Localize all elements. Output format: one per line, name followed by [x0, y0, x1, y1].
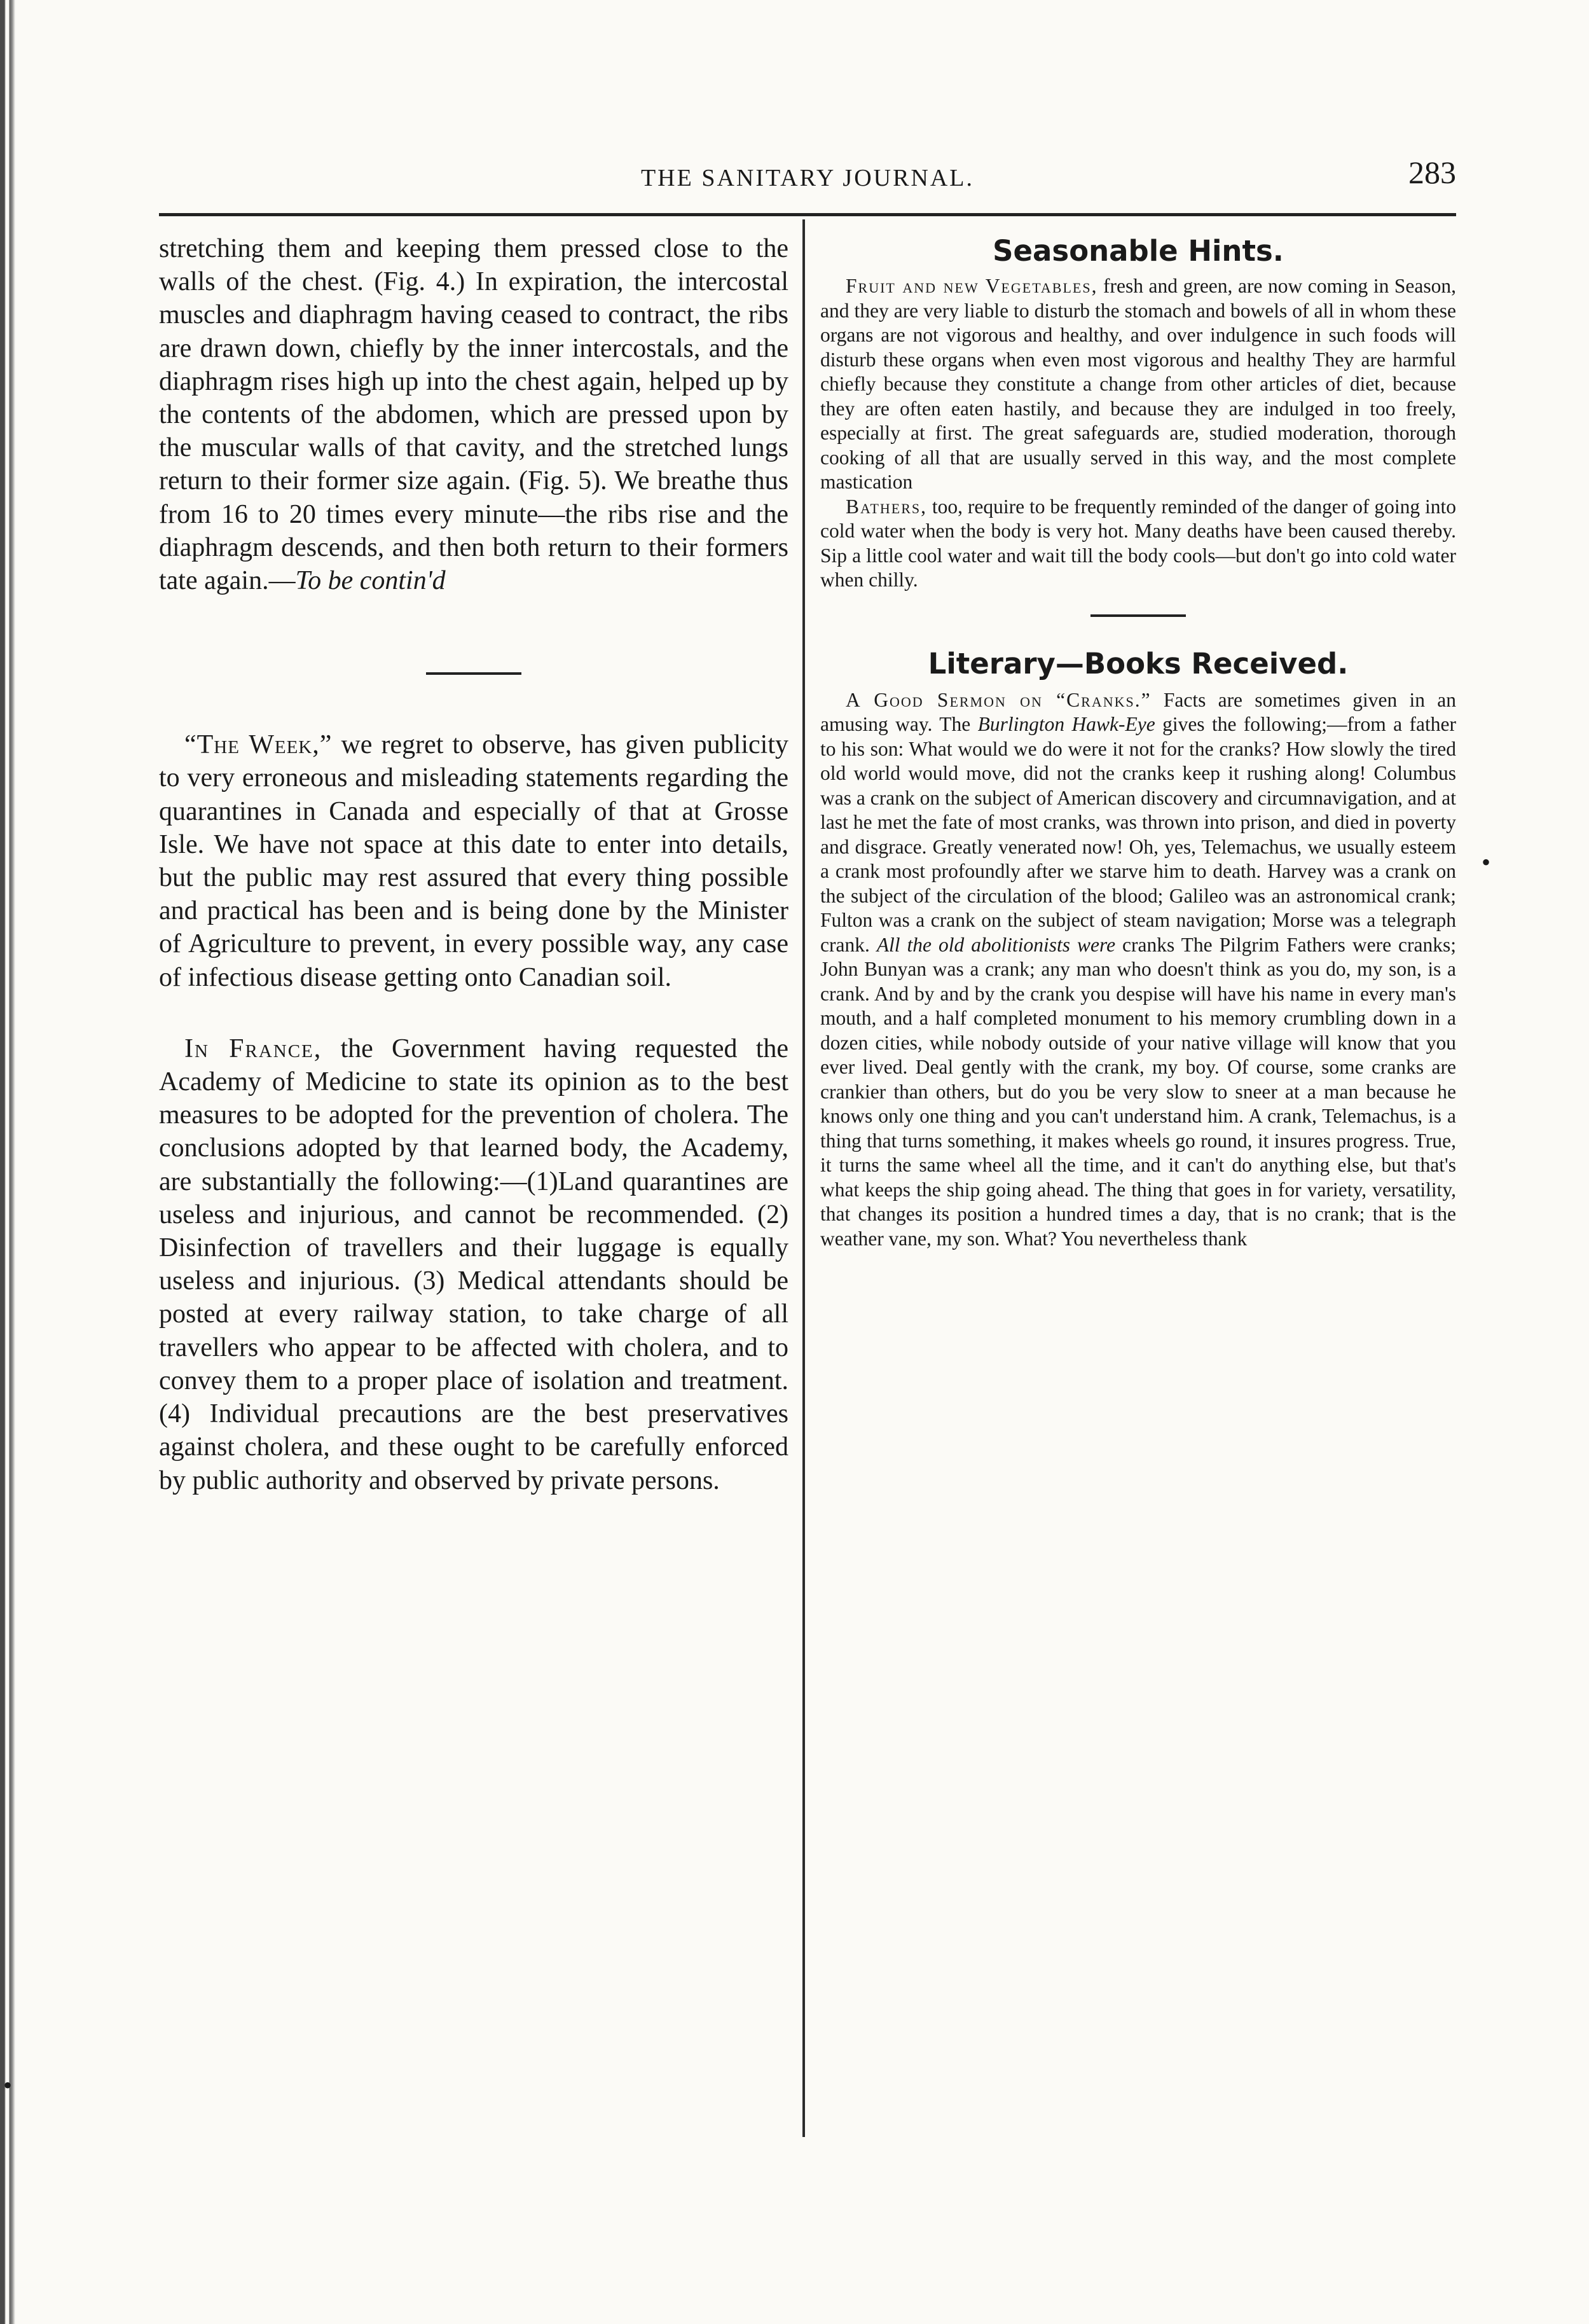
left-paragraph-1-text: stretching them and keeping them pressed close to the walls of the chest. (Fig. 4.) In expiration, the intercostal muscles and diaphragm having ceased to contract, the ribs are drawn down, chiefly by the inner intercostals, and the diaphragm rises high up into the chest again, helped up by the contents of the abdomen, which are pressed upon by the muscular walls of that cavity, and the stretched lungs return to their former size again. (Fig. 5). We breathe thus from 16 to 20 times every minute—the ribs rise and the diaphragm descends, and then both return to their formers tate again.—: [159, 234, 788, 596]
header-rule: [159, 213, 1456, 216]
right-column: [820, 232, 1456, 2140]
source-title: Burlington Hawk-Eye: [977, 713, 1155, 735]
right-paragraph-fruit: [820, 274, 1456, 495]
page-binding-edge: [0, 0, 24, 2324]
left-paragraph-2-text: we regret to observe, has given publicity to very erroneous and misleading statements regarding the quarantines in Canada and especially of that at Grosse Isle. We have not space at this date to enter into details, but the public may rest assured that every thing possible and practical has been and is being done by the Minister of Agriculture to prevent, in every possible way, any case of infectious disease getting onto Canadian soil.: [159, 730, 788, 992]
section-divider: [1090, 614, 1186, 617]
left-column: [159, 232, 788, 2140]
page-header: [159, 153, 1456, 210]
cranks-text-c: cranks The Pilgrim Fathers were cranks; John Bunyan was a crank; any man who doesn't think as you do, my son, is a crank. And by and by the crank you despise will have his name in every man's mouth, and a half completed monument to his memory crumbling down in a dozen cities, while nobody outside of your native village will know that you ever lived. Deal gently with the crank, my boy. Of course, some cranks are crankier than others, but do you be very slow to sneer at a man because he knows only one thing and you can't understand him. A crank, Telemachus, is a thing that turns something, it makes wheels go round, it insures progress. True, it turns the same wheel all the time, and it can't do anything else, but that's what keeps the ship going ahead. The thing that goes in for variety, versatility, that changes its position a hundred times a day, that is no crank; that is the weather vane, my son. What? You nevertheless thank: [820, 933, 1456, 1250]
running-title: THE SANITARY JOURNAL.: [640, 165, 975, 191]
left-paragraph-1: [159, 232, 788, 597]
right-paragraph-fruit-text: fresh and green, are now coming in Season, and they are very liable to disturb the stomach and bowels of all in whom these organs are not vigorous and healthy, and over indulgence in such foods will disturb these organs when even most vigorous and healthy They are harmful chiefly because they constitute a change from other articles of diet, because they are often eaten hastily, and because they are indulged in too freely, especially at first. The great safeguards are, studied moderation, thorough cooking of all that are usually served in this way, and the most complete mastication: [820, 275, 1456, 493]
bathers-lead: Bathers,: [846, 495, 928, 518]
the-week-lead: “The Week,”: [184, 730, 333, 760]
column-divider: [802, 219, 805, 2137]
left-paragraph-3: [159, 1032, 788, 1497]
right-paragraph-bathers: [820, 495, 1456, 593]
in-france-lead: In France,: [184, 1034, 322, 1063]
heading-literary-books-received: Literary—Books Received.: [928, 646, 1349, 681]
margin-speck: •: [3, 2071, 13, 2099]
cranks-text-b: gives the following;—from a father to his son: What would we do were it not for the cranks? How slowly the tired old world would move, did not the cranks keep it rushing along! Columbus was a crank on the subject of American discovery and circumnavigation, and at last he met the fate of most cranks, was thrown into prison, and died in poverty and disgrace. Greatly venerated now! Oh, yes, Telemachus, we usually esteem a crank most profoundly after we starve him to death. Harvey was a crank on the subject of the circulation of the blood; Galileo was an astronomical crank; Fulton was a crank on the subject of steam navigation; Morse was a telegraph crank.: [820, 713, 1456, 956]
cranks-italic-phrase: All the old abolitionists were: [876, 933, 1116, 956]
cranks-text-a: Facts are sometimes given in an amusing way. The: [820, 688, 1456, 735]
to-be-continued: To be contin'd: [295, 566, 446, 596]
section-divider: [426, 672, 521, 675]
margin-speck: •: [1482, 848, 1491, 876]
fruit-lead: Fruit and new Vegetables,: [846, 275, 1098, 297]
left-paragraph-3-text: the Government having requested the Academy of Medicine to state its opinion as to the best measures to be adopted for the prevention of cholera. The conclusions adopted by that learned body, the Academy, are substantially the following:—(1)Land quarantines are useless and injurious, and cannot be recommended. (2) Disinfection of travellers and their luggage is equally useless and injurious. (3) Medical attendants should be posted at every railway station, to take charge of all travellers who appear to be affected with cholera, and to convey them to a proper place of isolation and treatment. (4) Individual precautions are the best preservatives against cholera, and these ought to be carefully enforced by public authority and observed by private persons.: [159, 1034, 788, 1495]
page-number: 283: [1408, 155, 1456, 190]
left-paragraph-2: [159, 728, 788, 994]
heading-seasonable-hints: Seasonable Hints.: [993, 234, 1284, 268]
right-paragraph-cranks: [820, 688, 1456, 1252]
paragraph-gap: [159, 994, 788, 1032]
cranks-lead: A Good Sermon on “Cranks.”: [846, 688, 1152, 711]
right-paragraph-bathers-text: too, require to be frequently reminded of the danger of going into cold water when the body is very hot. Many deaths have been caused thereby. Sip a little cool water and wait till the body cools—but don't go into cold water when chilly.: [820, 495, 1456, 591]
